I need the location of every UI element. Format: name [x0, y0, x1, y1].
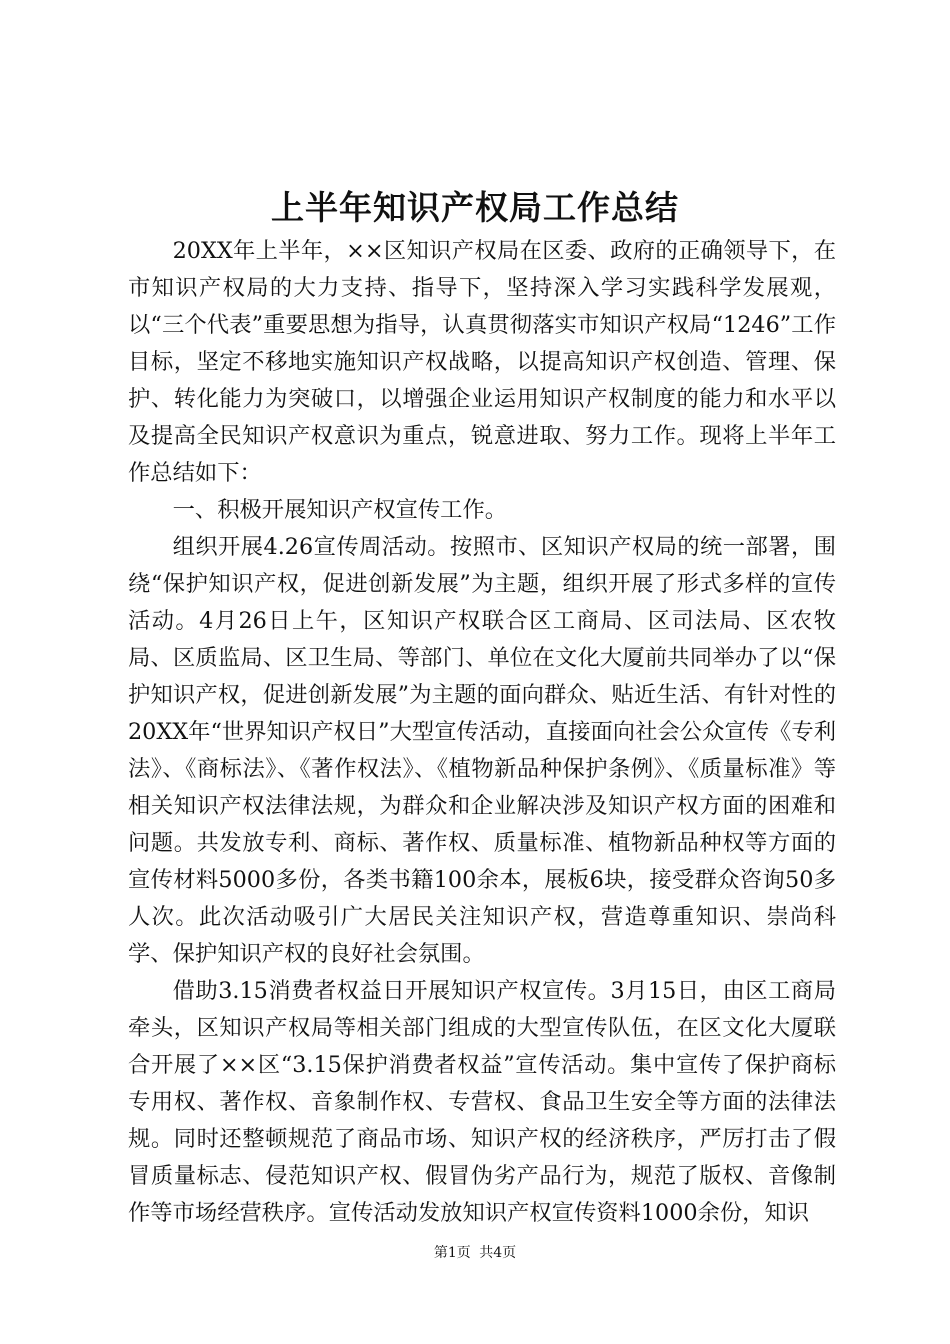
page-number: 第1页 [433, 1245, 471, 1261]
page-total: 共4页 [479, 1245, 517, 1261]
paragraph-315-activity: 借助3.15消费者权益日开展知识产权宣传。3月15日，由区工商局牵头，区知识产权局等相关部门组成的大型宣传队伍，在区文化大厦联合开展了××区“3.15保护消费者权益”宣传活动。集中宣传了保护商标专用权、著作权、音象制作权、专营权、食品卫生安全等方面的法律法规。同时还整顿规范了商品市场、知识产权的经济秩序，严厉打击了假冒质量标志、侵范知识产权、假冒伪劣产品行为，规范了版权、音像制作等市场经营秩序。宣传活动发放知识产权宣传资料1000余份，知识 [128, 978, 836, 1226]
paragraph-intro: 20XX年上半年，××区知识产权局在区委、政府的正确领导下，在市知识产权局的大力支持、指导下，坚持深入学习实践科学发展观，以“三个代表”重要思想为指导，认真贯彻落实市知识产权局“1246”工作目标，坚定不移地实施知识产权战略，以提高知识产权创造、管理、保护、转化能力为突破口，以增强企业运用知识产权制度的能力和水平以及提高全民知识产权意识为重点，锐意进取、努力工作。现将上半年工作总结如下： [128, 238, 836, 486]
section-heading-1: 一、积极开展知识产权宣传工作。 [172, 497, 508, 523]
paragraph-426-activity: 组织开展4.26宣传周活动。按照市、区知识产权局的统一部署，围绕“保护知识产权，促进创新发展”为主题，组织开展了形式多样的宣传活动。4月26日上午，区知识产权联合区工商局、区司法局、区农牧局、区质监局、区卫生局、等部门、单位在文化大厦前共同举办了以“保护知识产权，促进创新发展”为主题的面向群众、贴近生活、有针对性的20XX年“世界知识产权日”大型宣传活动，直接面向社会公众宣传《专利法》、《商标法》、《著作权法》、《植物新品种保护条例》、《质量标准》等相关知识产权法律法规，为群众和企业解决涉及知识产权方面的困难和问题。共发放专利、商标、著作权、质量标准、植物新品种权等方面的宣传材料5000多份，各类书籍100余本，展板6块，接受群众咨询50多人次。此次活动吸引广大居民关注知识产权，营造尊重知识、崇尚科学、保护知识产权的良好社会氛围。 [128, 534, 836, 967]
document-title: 上半年知识产权局工作总结 [271, 188, 679, 227]
document-body [128, 233, 836, 1232]
page-footer [0, 1243, 950, 1263]
